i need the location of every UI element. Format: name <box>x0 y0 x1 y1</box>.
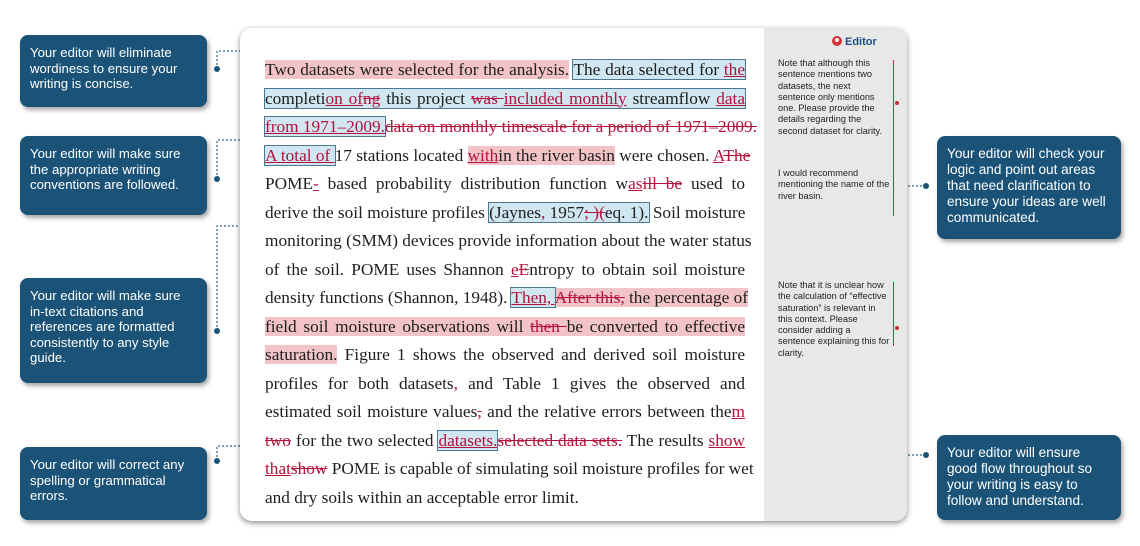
deletion: then <box>530 316 567 336</box>
text: eq. 1). <box>604 202 649 222</box>
insertion: , <box>540 202 546 222</box>
deletion: E <box>518 259 530 279</box>
text: derive the soil moisture profiles <box>265 202 490 222</box>
editor-comment-2[interactable] <box>778 168 890 202</box>
deletion: The <box>723 145 751 165</box>
highlight-revision <box>265 89 745 108</box>
insertion: Then, <box>511 288 555 307</box>
doc-line-9 <box>265 284 748 313</box>
insertion: m <box>731 402 745 421</box>
connector-anchor-dot <box>214 328 220 334</box>
text: The data selected for <box>573 60 724 79</box>
insertion: with <box>467 145 499 165</box>
text: completi <box>265 88 326 108</box>
insertion: e <box>510 259 519 279</box>
doc-line-14 <box>265 427 745 456</box>
text: streamflow <box>626 88 717 108</box>
deletion: ; ) <box>584 202 600 222</box>
connector-anchor-dot <box>214 458 220 464</box>
text: 17 stations located <box>334 145 468 165</box>
doc-line-11 <box>265 341 745 370</box>
text: (Jaynes <box>489 202 541 222</box>
doc-line-12 <box>265 370 745 399</box>
text: be converted to effective <box>566 316 746 336</box>
deletion: data on monthly timescale for a period of 1971–2009. <box>385 117 757 136</box>
deletion: selected data sets. <box>497 430 623 450</box>
callout-citations <box>20 278 207 383</box>
insertion: , <box>453 373 458 393</box>
editor-comment-1-text: Note that although this sentence mentions two datasets, the next sentence only mentions one. Please provide the details regarding the second dataset for clarity. <box>778 58 883 136</box>
editor-comment-panel <box>764 28 907 521</box>
connector-anchor-dot <box>214 176 220 182</box>
text: 1957 <box>545 202 585 222</box>
deletion: ( <box>599 202 605 222</box>
highlight-flow: saturation. <box>265 345 338 364</box>
insertion: - <box>313 174 319 193</box>
doc-line-10 <box>265 313 745 342</box>
connector-anchor-dot <box>923 452 929 458</box>
deletion: show <box>290 459 328 478</box>
insertion: show <box>708 430 745 450</box>
comment-marker-line <box>893 282 894 346</box>
text: POME is capable of simulating soil moisture profiles for wet <box>327 459 754 478</box>
callout-wordiness-text: Your editor will eliminate wordiness to ensure your writing is concise. <box>30 45 178 91</box>
deletion: was <box>470 88 504 108</box>
doc-line-4 <box>265 142 751 171</box>
editor-comment-3-text: Note that it is unclear how the calculation of “effective saturation” is relevant in this context. Please consider adding a sentence explaining this for clarity. <box>778 280 890 358</box>
deletion: two <box>265 430 291 450</box>
insertion: A <box>712 145 724 165</box>
doc-line-13 <box>265 398 745 427</box>
text: ntropy to obtain soil moisture <box>529 259 746 279</box>
callout-grammar-text: Your editor will correct any spelling or grammatical errors. <box>30 457 185 503</box>
doc-line-16: and dry soils within an acceptable error limit. <box>265 487 579 507</box>
text: field soil moisture observations will <box>265 316 531 336</box>
callout-conventions-text: Your editor will make sure the appropriate writing conventions are followed. <box>30 146 181 192</box>
highlight-flow <box>265 317 745 336</box>
document-card <box>240 28 907 521</box>
comment-marker-dot <box>895 101 899 105</box>
text: and the relative errors between the <box>481 402 732 421</box>
callout-flow-text: Your editor will ensure good flow throughout so your writing is easy to follow and understand. <box>947 445 1093 508</box>
insertion: included monthly <box>503 88 627 108</box>
highlight-wordiness: Two datasets were selected for the analysis. <box>265 60 570 79</box>
text: The results <box>622 430 709 450</box>
doc-line-7: monitoring (SMM) devices provide information about the water status <box>265 231 752 250</box>
highlight-flow <box>511 288 748 307</box>
editor-label-text: Editor <box>845 36 877 48</box>
editor-comment-3[interactable] <box>778 280 890 359</box>
comment-marker-dot <box>895 326 899 330</box>
callout-logic-text: Your editor will check your logic and point out areas that need clarification to ensure your ideas are well communicated. <box>947 146 1106 225</box>
text: Figure 1 shows the observed and derived soil moisture <box>337 345 745 364</box>
text: the percentage of <box>624 288 748 307</box>
editor-comment-2-text: I would recommend mentioning the name of the river basin. <box>778 168 890 201</box>
deletion: ill be <box>642 174 683 193</box>
doc-line-3 <box>265 113 757 142</box>
callout-logic <box>937 136 1121 239</box>
doc-line-1 <box>265 56 745 85</box>
callout-citations-text: Your editor will make sure in-text citations and references are formatted consistently to any style guide. <box>30 288 181 365</box>
doc-line-8 <box>265 256 745 285</box>
text: estimated soil moisture values <box>265 402 478 421</box>
user-icon <box>832 36 842 46</box>
text: this project <box>380 88 471 108</box>
connector-anchor-dot <box>923 183 929 189</box>
text: for the two selected <box>290 430 439 450</box>
text: POME <box>265 174 314 193</box>
callout-flow <box>937 435 1121 520</box>
comment-marker-line <box>893 169 894 216</box>
text: based probability distribution function w <box>318 174 629 193</box>
text: and Table 1 gives the observed and <box>458 373 746 393</box>
editor-label <box>832 36 877 48</box>
text: profiles for both datasets <box>265 373 454 393</box>
doc-line-5 <box>265 170 745 199</box>
connector-anchor-dot <box>214 66 220 72</box>
doc-line-2 <box>265 85 745 114</box>
text: of the soil. POME uses Shannon <box>265 259 511 279</box>
deletion: ng <box>363 88 381 108</box>
deletion: After this, <box>554 288 625 307</box>
text: Soil moisture <box>648 202 746 222</box>
insertion: A total of <box>265 145 335 165</box>
insertion: that <box>265 459 291 478</box>
highlight-logic: in the river basin <box>498 145 615 165</box>
insertion: on of <box>325 88 364 108</box>
text: used to <box>682 174 745 193</box>
insertion: datasets. <box>438 430 498 450</box>
callout-wordiness <box>20 35 207 107</box>
edited-document-text <box>265 56 757 512</box>
editor-comment-1[interactable] <box>778 58 890 137</box>
highlight-revision <box>573 60 745 79</box>
text: density functions (Shannon, 1948). <box>265 288 512 307</box>
deletion: , <box>477 402 482 421</box>
callout-grammar <box>20 447 207 520</box>
doc-line-6 <box>265 199 745 228</box>
highlight-citation <box>489 203 648 222</box>
comment-marker-line <box>893 60 894 178</box>
doc-line-15 <box>265 455 754 484</box>
text: were chosen. <box>614 145 713 165</box>
callout-conventions <box>20 136 207 215</box>
insertion: as <box>628 174 643 193</box>
insertion: from 1971–2009. <box>265 117 385 136</box>
insertion: data <box>716 88 745 108</box>
insertion: the <box>723 60 745 79</box>
